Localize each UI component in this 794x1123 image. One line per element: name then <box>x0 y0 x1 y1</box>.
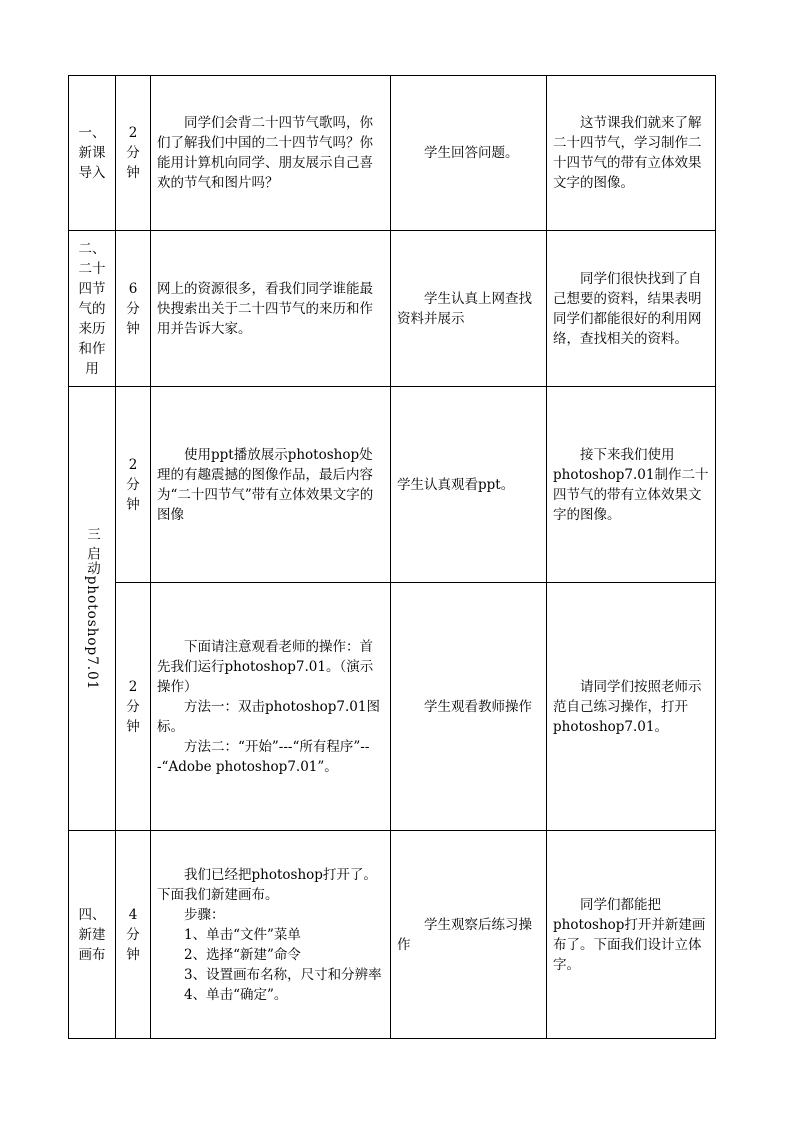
table-row <box>69 583 716 831</box>
student-activity-cell: 学生观察后练习操作 <box>391 831 547 1039</box>
time-cell: 6 分 钟 <box>116 231 151 387</box>
table-row <box>69 231 716 387</box>
design-intent-cell: 接下来我们使用photoshop7.01制作二十四节气的带有立体效果文字的图像。 <box>547 387 716 583</box>
student-activity-cell: 学生认真观看ppt。 <box>391 387 547 583</box>
stage-cell: 二、 二十 四节 气的 来历 和作 用 <box>69 231 116 387</box>
teacher-activity-cell: 使用ppt播放展示photoshop处理的有趣震撼的图像作品，最后内容为“二十四节气”带有立体效果文字的图像 <box>151 387 391 583</box>
stage-cell: 四、 新建 画布 <box>69 831 116 1039</box>
time-cell: 2 分 钟 <box>116 76 151 231</box>
teacher-activity-cell: 同学们会背二十四节气歌吗，你们了解我们中国的二十四节气吗？你能用计算机向同学、朋友展示自己喜欢的节气和图片吗？ <box>151 76 391 231</box>
design-intent-cell: 请同学们按照老师示范自己练习操作，打开photoshop7.01。 <box>547 583 716 831</box>
student-activity-cell: 学生认真上网查找资料并展示 <box>391 231 547 387</box>
design-intent-cell: 同学们都能把photoshop打开并新建画布了。下面我们设计立体字。 <box>547 831 716 1039</box>
time-cell: 2 分 钟 <box>116 583 151 831</box>
table-row <box>69 387 716 583</box>
table-row <box>69 831 716 1039</box>
design-intent-cell: 这节课我们就来了解二十四节气，学习制作二十四节气的带有立体效果文字的图像。 <box>547 76 716 231</box>
design-intent-cell: 同学们很快找到了自己想要的资料，结果表明同学们都能很好的利用网络，查找相关的资料。 <box>547 231 716 387</box>
teacher-activity-cell: 网上的资源很多，看我们同学谁能最快搜索出关于二十四节气的来历和作用并告诉大家。 <box>151 231 391 387</box>
time-cell: 4 分 钟 <box>116 831 151 1039</box>
stage-cell: 一、 新课 导入 <box>69 76 116 231</box>
student-activity-cell: 学生回答问题。 <box>391 76 547 231</box>
lesson-plan-table <box>68 75 716 1039</box>
teacher-activity-cell: 下面请注意观看老师的操作：首先我们运行photoshop7.01。（演示操作） 方法一：双击photoshop7.01图标。 方法二：“开始”---“所有程序”---“Adobe photoshop7.01”。 <box>151 583 391 831</box>
student-activity-cell: 学生观看教师操作 <box>391 583 547 831</box>
time-cell: 2 分 钟 <box>116 387 151 583</box>
table-row <box>69 76 716 231</box>
stage-cell: 三 启动photoshop7.01 <box>69 387 116 831</box>
teacher-activity-cell: 我们已经把photoshop打开了。下面我们新建画布。 步骤： 1、单击“文件”菜单 2、选择“新建”命令 3、设置画布名称，尺寸和分辨率 4、单击“确定”。 <box>151 831 391 1039</box>
